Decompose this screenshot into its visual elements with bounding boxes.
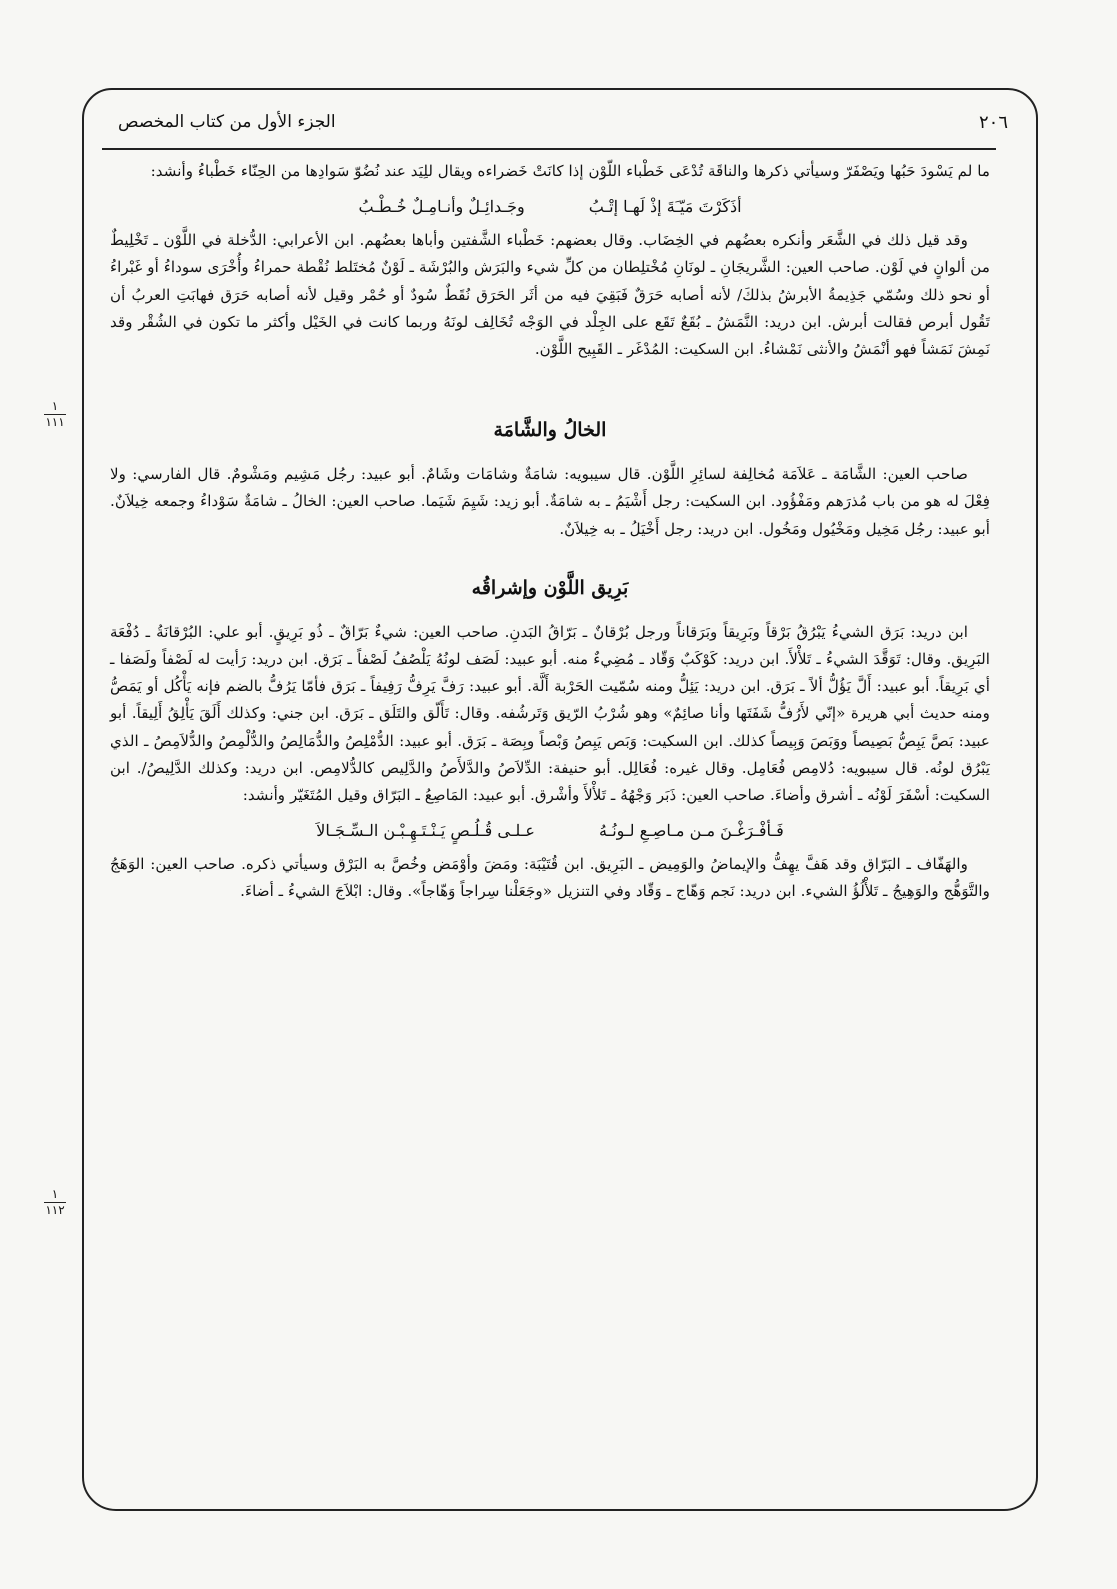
folio-top: ١	[51, 399, 59, 413]
paragraph: والهَفّاف ـ البَرّاق وقد هَفَّ يهِفُّ والإيماضُ والوَمِيض ـ البَرِيق. ابن قُتَيْبَة: ومَضَ وأوْمَض وخُصَّ به البَرْق وسيأتي ذكره. صاحب العين: الوَهَجُ والتَّوَهُّج والوَهِيجُ ـ تَلأْلُؤُ الشيء. ابن دريد: نَجم وَهّاج ـ وَقّاد وفي التنزيل «وجَعَلْنا سِراجاً وَهّاجاً». وقال: ابْلاَجَ الشيءُ ـ أضاءَ.	[110, 855, 990, 901]
header-rule	[102, 148, 996, 150]
verse-line	[110, 189, 990, 225]
folio-top: ١	[51, 1187, 59, 1201]
paragraph: ابن دريد: بَرَق الشيءُ يَبْرُقُ بَرْقاً وبَرِيقاً وبَرَقاناً ورجل بُرْقانٌ ـ بَرّاقُ البَدنِ. صاحب العين: شيءٌ بَرّاقٌ ـ ذُو بَرِيقٍ. أبو علي: البُرْقانَةُ ـ دُفْعَة البَرِيق. وقال: تَوَقَّدَ الشيءُ ـ تَلأْلأَ. ابن دريد: كَوْكَبٌ وَقّاد ـ مُضِيءٌ منه. أبو عبيد: لَصَف لونُهُ يَلْصُفُ لَصْفاً ـ بَرَق. ابن دريد: رَأيت له لَصْفاً ولَصَفا ـ أي بَرِيقاً. أبو عبيد: أَلَّ يَؤُلُّ ألاً ـ بَرَق. ابن دريد: يَئِلُّ ومنه سُمّيت الحَرْبة أَلَّة. أبو عبيد: رَفَّ يَرِفُّ رَفِيفاً ـ بَرَق فأمّا يَرُفُّ بالضم فإنه يَأْكُل أو يَمَصُّ ومنه حديث أبي هريرة «إنّي لأَرُفُّ شَفَتَها وأنا صائِمٌ» وهو شُرْبُ الرّيق وَتَرشُفه. وقال: تَأَلّق والتَلَق ـ بَرَق. ابن جني: وكذلك أَلَقَ يَأْلِقُ أَلِيقاً. أبو عبيد: بَصَّ يَبِصُّ بَصِيصاً ووَبَصَ وَبِيصاً كذلك. ابن السكيت: وَبَص يَبِصُ وَبْصاً وبِصَة ـ بَرَق. أبو عبيد: الدُّمْلِصُ والدُّمَالِصُ والدُّلْمِصُ والدُّلاَمِصُ ـ الذي يَبْرُق لونُه. قال سيبويه: دُلامِص فُعَامِل. وقال غيره: فُعَالِل. أبو حنيفة: الدِّلاَصُ والدَّلأَصُ والدَّلِيص كالدُّلامِص. ابن دريد: وكذلك الدَّلِيصُ/. ابن السكيت: أسْفَرَ لَوْنُه ـ أشرق وأضاءَ. صاحب العين: ذَبَر وَجْهُهُ ـ تَلأْلأَ وأشْرق. أبو عبيد: المَاصِعُ ـ البَرّاق وقيل المُتَغَيّر وأنشد:	[110, 622, 990, 805]
paragraph: وقد قيل ذلك في الشَّعَر وأنكره بعضُهم في الخِضَاب. وقال بعضهم: خَطْباء الشَّفتين وأباها بعضُهم. ابن الأعرابي: الدُّخلة في اللَّوْن ـ تَخْلِيطٌ من ألوانٍ في لَوْن. صاحب العين: الشَّريجَانِ ـ لونَانِ مُخْتلِطان من كلِّ شيء والبَرَش والبُرْشَة ـ لَوْنٌ مُختَلط نُقْطة حمراءُ وأُخْرَى سوداءُ أو غَبْراءُ أو نحو ذلك وسُمّي جَذِيمةُ الأبرشُ بذلكَ/ لأنه أصابه حَرَقٌ فَبَقِيَ فيه من أثَر الحَرَق نُقَطٌ سُودٌ أو حُمْر وقيل لأنه أصابه حَرَق فهابَتِ العربُ أن تَقُول أبرص فقالت أبرش. ابن دريد: النَّمَشُ ـ بُقَعٌ تَقَع على الجِلْد في الوَجْه تُخَالِف لونَهُ وربما كانت في الخَيْل وأكثر ما تكون في الشُقْر وقد نَمِشَ نَمَشاً فهو أنْمَشُ والأنثى نَمْشاءُ. ابن السكيت: المُدْغَر ـ القَبِيح اللَّوْن.	[110, 231, 990, 359]
section-heading: الخالُ والشَّامَة	[493, 419, 607, 442]
paragraph: صاحب العين: الشَّامَة ـ عَلاَمَة مُخالِفة لسائِرِ اللَّوْن. قال سيبويه: شامَةٌ وشامَات وشَامٌ. أبو عبيد: رجُل مَشِيم ومَشْومٌ. قال الفارسي: ولا فِعْلَ له هو من باب مُذرَهم ومَفْؤُود. ابن السكيت: رجل أَشْيَمُ ـ به شامَةٌ. أبو زيد: شَيِمَ شَيَما. صاحب العين: الخالُ ـ شامَةٌ سَوْداءُ وجمعه خِيلاَنٌ. أبو عبيد: رجُل مَخِيل ومَخْيُول ومَخُول. ابن دريد: رجل أَخْيَلُ ـ به خِيلاَنٌ.	[110, 465, 990, 538]
folio-bottom: ١١١	[45, 415, 65, 429]
verse-hemistich-right: فَـأفْـرَغْـنَ مـن مـاصِـعِ لـونُـهُ	[598, 821, 784, 841]
section-heading: بَرِيق اللَّوْن وإشراقُه	[471, 576, 629, 599]
page-frame	[82, 88, 1038, 1511]
page-number: ٢٠٦	[978, 111, 1008, 133]
margin-folio-note	[42, 400, 68, 429]
folio-bottom: ١١٢	[45, 1203, 65, 1217]
page-body	[110, 158, 990, 1489]
verse-hemistich-right: أذَكَرْتَ مَيّـَةَ إذْ لَهـا إتْـبُ	[588, 197, 742, 217]
margin-folio-note	[42, 1188, 68, 1217]
verse-hemistich-left: عـلـى قُـلُـصٍ يَـنْـتَـهِـبْـن الـسِّـجَـالاَ	[316, 821, 535, 841]
running-title: الجزء الأول من كتاب المخصص	[118, 112, 336, 132]
paragraph: ما لم يَسْودَ حَبُها ويَصْفَرّ وسيأتي ذكرها والناقَة تُدْعَى خَطْباء اللّوْن إذا كانَتْ خَضراءه ويقال للِيَد عند نُضُوّ سَوادِها من الحِنّاء خَطْباءُ وأنشد:	[150, 162, 990, 180]
verse-line	[110, 813, 990, 849]
verse-hemistich-left: وجَـدائِـلٌ وأنـامِـلٌ خُـطْـبُ	[358, 197, 525, 217]
page-header	[118, 104, 1008, 140]
